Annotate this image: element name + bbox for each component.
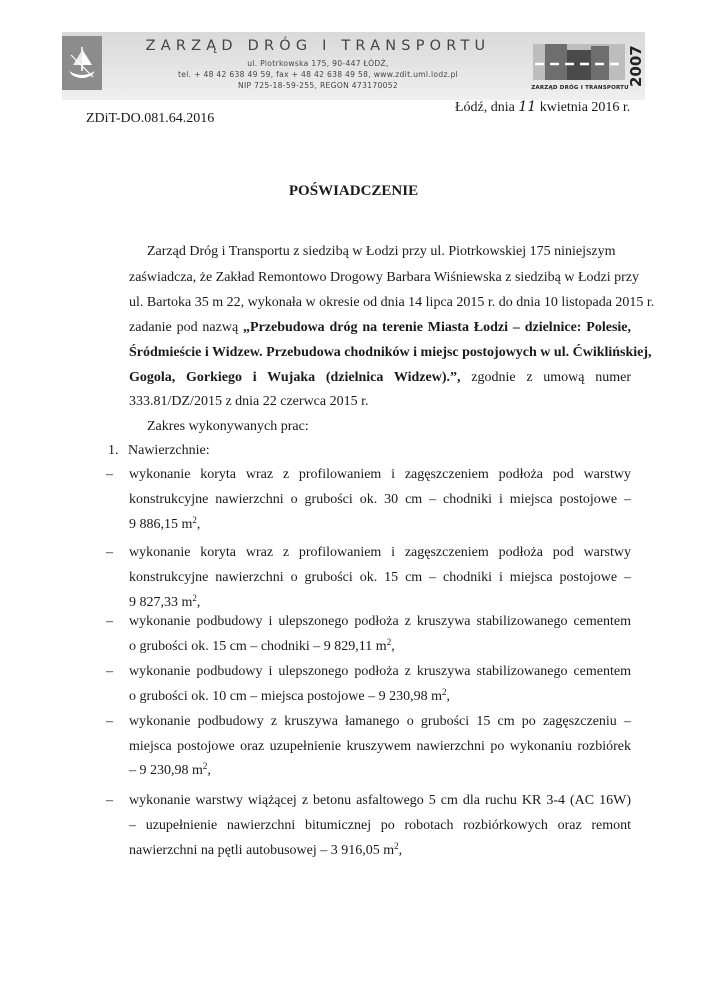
section-number: 1. [108, 443, 119, 458]
item-2-quantity [129, 595, 631, 611]
contract-reference: 333.81/DZ/2015 z dnia 22 czerwca 2015 r. [129, 394, 369, 409]
task-intro: zadanie pod nazwą [129, 320, 239, 335]
date-prefix: Łódź, dnia [455, 100, 515, 115]
item-6-unit-exponent: 2 [394, 841, 399, 851]
item-1-unit-exponent: 2 [192, 515, 197, 525]
bullet-dash: – [106, 664, 113, 679]
task-name-part-3: Gogola, Gorkiego i Wujaka (dzielnica Widzew).”, [129, 370, 461, 385]
org-ids: NIP 725-18-59-255, REGON 473170052 [238, 81, 398, 90]
bullet-dash: – [106, 467, 113, 482]
org-contact: tel. + 48 42 638 49 59, fax + 48 42 638 49 58, www.zdit.uml.lodz.pl [177, 70, 459, 79]
item-6-line-1: wykonanie warstwy wiążącej z betonu asfaltowego 5 cm dla ruchu KR 3-4 (AC 16W) [129, 793, 631, 808]
section-label: Nawierzchnie: [128, 443, 210, 458]
contract-intro: zgodnie z umową numer [460, 370, 631, 385]
item-6-line-2: – uzupełnienie nawierzchni bitumicznej po robotach rozbiórkowych oraz remont [129, 818, 631, 833]
bullet-dash: – [106, 714, 113, 729]
item-3-end: , [391, 639, 395, 654]
logo-year: 2007 [627, 45, 645, 87]
item-4-line-1: wykonanie podbudowy i ulepszonego podłoża z kruszywa stabilizowanego cementem [129, 664, 631, 679]
paragraph-line-4 [129, 320, 631, 336]
org-address: ul. Piotrkowska 175, 90-447 ŁÓDŹ, [247, 59, 389, 68]
item-6-end: , [398, 843, 403, 858]
city-emblem-icon [62, 36, 102, 90]
item-2-line-1: wykonanie koryta wraz z profilowaniem i zagęszczeniem podłoża pod warstwy [129, 545, 631, 560]
scope-label: Zakres wykonywanych prac: [147, 419, 309, 434]
bullet-dash: – [106, 545, 113, 560]
document-date [455, 99, 630, 116]
org-name: ZARZĄD DRÓG I TRANSPORTU [145, 38, 491, 54]
item-2-end: , [196, 595, 201, 610]
item-6-value: nawierzchni na pętli autobusowej – 3 916,05 m [129, 843, 395, 858]
paragraph-line-1: Zarząd Dróg i Transportu z siedzibą w Łodzi przy ul. Piotrkowskiej 175 niniejszym [147, 244, 616, 259]
item-1-end: , [196, 517, 201, 532]
item-2-value: 9 827,33 m [129, 595, 193, 610]
task-name-part-2: Śródmieście i Widzew. Przebudowa chodników i miejsc postojowych w ul. Ćwiklińskiej, [129, 345, 652, 360]
item-2-line-2: konstrukcyjne nawierzchni o grubości ok. 15 cm – chodniki i miejsca postojowe – [129, 570, 631, 585]
document-title: POŚWIADCZENIE [288, 183, 419, 199]
item-4-unit-exponent: 2 [442, 687, 447, 697]
paragraph-line-3: ul. Bartoka 35 m 22, wykonała w okresie od dnia 14 lipca 2015 r. do dnia 10 listopada 2015 r. [129, 295, 655, 310]
reference-number: ZDiT-DO.081.64.2016 [86, 111, 215, 126]
item-5-line-1: wykonanie podbudowy z kruszywa łamanego o grubości 15 cm po zagęszczeniu – [129, 714, 631, 729]
bullet-dash: – [106, 793, 113, 808]
paragraph-line-6 [129, 370, 631, 386]
item-5-value: – 9 230,98 m [129, 763, 203, 778]
item-4-value: o grubości ok. 10 cm – miejsca postojowe – 9 230,98 m [129, 689, 443, 704]
task-name-part-1: „Przebudowa dróg na terenie Miasta Łodzi – dzielnice: Polesie, [243, 320, 632, 335]
item-4-end: , [446, 689, 451, 704]
item-1-line-1: wykonanie koryta wraz z profilowaniem i zagęszczeniem podłoża pod warstwy [129, 467, 631, 482]
item-1-value: 9 886,15 m [129, 517, 193, 532]
item-5-quantity [129, 763, 631, 779]
item-4-line-2 [129, 689, 631, 705]
item-3-line-2 [129, 639, 631, 655]
item-5-end: , [207, 763, 211, 778]
paragraph-line-2: zaświadcza, że Zakład Remontowo Drogowy Barbara Wiśniewska z siedzibą w Łodzi przy [129, 270, 639, 285]
item-6-quantity [129, 843, 631, 859]
logo-caption: ZARZĄD DRÓG I TRANSPORTU [531, 85, 629, 91]
item-5-line-2: miejsca postojowe oraz uzupełnienie kruszywem nawierzchni po wykonaniu rozbiórek [129, 739, 631, 754]
date-suffix: kwietnia 2016 r. [539, 100, 631, 115]
item-3-unit-exponent: 2 [386, 637, 392, 647]
item-2-unit-exponent: 2 [192, 593, 197, 603]
item-3-line-1: wykonanie podbudowy i ulepszonego podłoża z kruszywa stabilizowanego cementem [129, 614, 631, 629]
section-heading [108, 443, 610, 459]
item-1-quantity [129, 517, 631, 533]
item-1-line-2: konstrukcyjne nawierzchni o grubości ok. 30 cm – chodniki i miejsca postojowe – [129, 492, 631, 507]
date-day: 11 [518, 99, 537, 115]
item-3-value: o grubości ok. 15 cm – chodniki – 9 829,11 m [129, 639, 387, 654]
bullet-dash: – [106, 614, 113, 629]
item-5-unit-exponent: 2 [202, 761, 208, 771]
